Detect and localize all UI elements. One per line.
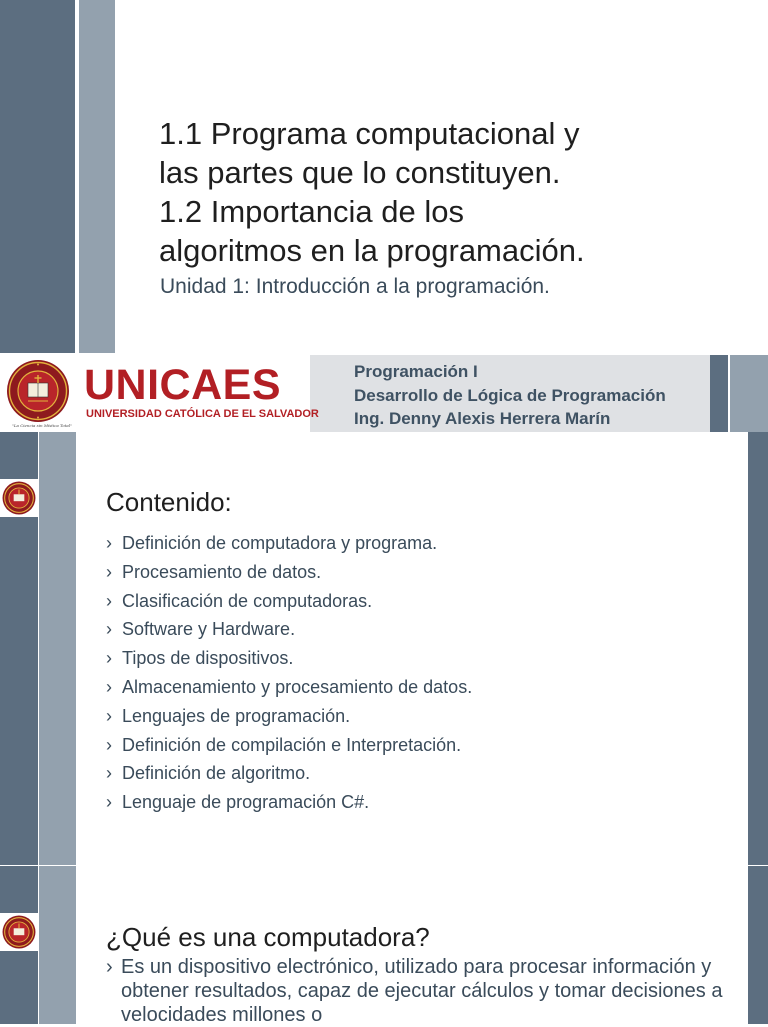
list-item (106, 788, 472, 817)
contents-list (106, 529, 472, 817)
title-line: las partes que lo constituyen. (159, 155, 561, 190)
bullet-chevron-icon: › (106, 705, 112, 726)
list-item-text: Software y Hardware. (122, 619, 296, 640)
right-accent-bar (748, 866, 768, 1024)
left-accent-bar-light (39, 866, 76, 1024)
contents-heading: Contenido: (106, 487, 232, 517)
university-banner (0, 355, 768, 432)
list-item-text: Lenguaje de programación C#. (122, 792, 370, 813)
brand-name: UNICAES (84, 361, 282, 409)
bullet-chevron-icon: › (106, 590, 112, 611)
list-item-text: Clasificación de computadoras. (122, 590, 373, 611)
bullet-chevron-icon: › (106, 956, 113, 978)
course-line: Desarrollo de Lógica de Programación (354, 385, 666, 405)
university-seal-icon (2, 915, 36, 949)
title-line: 1.2 Importancia de los (159, 194, 465, 229)
bullet-chevron-icon: › (106, 792, 112, 813)
bullet-chevron-icon: › (106, 763, 112, 784)
list-item-text: Almacenamiento y procesamiento de datos. (122, 676, 473, 697)
definition-text: Es un dispositivo electrónico, utilizado para procesar información y obtener resultados, capaz de ejecutar cálculos y tomar decisiones a velocidades millones o (121, 956, 723, 1026)
logo-area (0, 355, 84, 432)
bullet-chevron-icon: › (106, 561, 112, 582)
university-seal-icon (2, 481, 36, 515)
list-item-text: Lenguajes de programación. (122, 705, 351, 726)
list-item (106, 731, 472, 760)
course-line: Ing. Denny Alexis Herrera Marín (354, 409, 611, 428)
title-line: algoritmos en la programación. (159, 233, 585, 268)
bullet-chevron-icon: › (106, 676, 112, 697)
university-motto: "La Ciencia sin Mística Total" (12, 423, 72, 428)
bullet-chevron-icon: › (106, 734, 112, 755)
list-item (106, 558, 472, 587)
banner-accent-light (730, 355, 768, 432)
list-item (106, 702, 472, 731)
list-item-text: Definición de compilación e Interpretación. (122, 734, 462, 755)
left-accent-bar-light (39, 432, 76, 865)
list-item (106, 644, 472, 673)
bullet-chevron-icon: › (106, 619, 112, 640)
list-item-text: Definición de algoritmo. (122, 763, 311, 784)
list-item-text: Tipos de dispositivos. (122, 648, 294, 669)
brand-tagline: UNIVERSIDAD CATÓLICA DE EL SALVADOR (86, 408, 319, 420)
course-line: Programación I (354, 362, 478, 381)
course-info (354, 360, 714, 431)
title-line: 1.1 Programa computacional y (159, 116, 580, 151)
left-accent-bar-light (79, 0, 115, 353)
list-item (106, 615, 472, 644)
title-slide (0, 0, 768, 353)
list-item (106, 673, 472, 702)
university-seal-icon (6, 359, 70, 423)
list-item-text: Procesamiento de datos. (122, 561, 322, 582)
definition-paragraph (106, 955, 726, 1027)
slide-title (159, 114, 719, 270)
list-item (106, 529, 472, 558)
list-item (106, 587, 472, 616)
left-accent-bar-dark (0, 0, 75, 353)
slide-subtitle: Unidad 1: Introducción a la programación. (160, 275, 550, 298)
brand-block (84, 355, 319, 432)
computer-heading: ¿Qué es una computadora? (106, 922, 430, 952)
right-accent-bar (748, 432, 768, 865)
list-item-text: Definición de computadora y programa. (122, 533, 438, 553)
bullet-chevron-icon: › (106, 648, 112, 669)
list-item (106, 759, 472, 788)
bullet-chevron-icon: › (106, 533, 112, 553)
